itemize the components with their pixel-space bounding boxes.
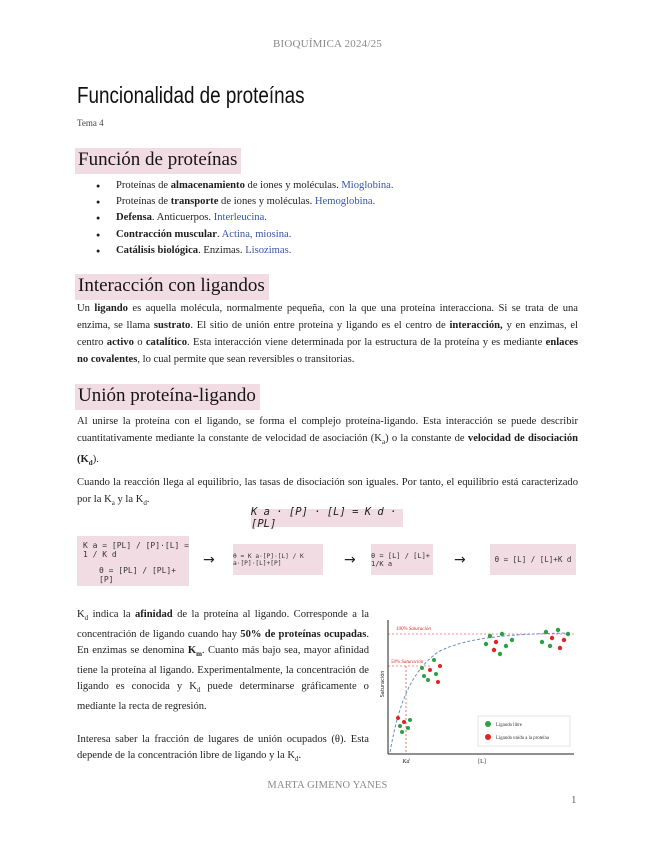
list-item: ● Proteínas de transporte de iones y moléculas. Hemoglobina. <box>96 194 393 210</box>
legend-free-label: Ligando libre <box>496 723 522 728</box>
legend-bound-label: Ligando unido a la proteína <box>496 736 550 741</box>
protein-cluster-1 <box>396 716 412 734</box>
equation-theta-3: θ = [L] / [L]+ 1/K a <box>371 544 433 575</box>
x-tick-kd: Kd <box>402 759 410 765</box>
y-axis-label: Saturación <box>380 670 386 698</box>
section-heading-union: Unión proteína-ligando <box>75 384 260 410</box>
legend-free-marker <box>485 721 491 727</box>
section-heading-interaccion: Interacción con ligandos <box>75 274 269 300</box>
example-link[interactable]: Interleucina. <box>213 212 267 224</box>
protein-cluster-4 <box>540 628 570 650</box>
kd-paragraph: $K_d$ indica la afinidad de la proteína al ligando. Corresponde a la concentración de ligando cuando hay 50% de proteínas ocupadas. En enzimas se denomina $K_m$. Cuanto más bajo sea, mayor afinidad tiene la proteína al ligando. Experimentalmente, la concentración de ligando es conocida y $K_d$ puede determinarse gráficamente o mediante la recta de regresión. <box>77 609 370 712</box>
interaction-paragraph: Un ligando es aquella molécula, normalmente pequeña, con la que una proteína interacciona. Si se trata de una enzima, se llama sustrato. El sitio de unión entre proteína y ligando es el centro de interacción, y en enzimas, el centro activo o catalítico. Esta interacción viene determinada por la estructura de la proteína y es mediante enlaces no covalentes, lo cual permite que sean reversibles o transitorias. <box>77 303 578 365</box>
page-title: Funcionalidad de proteínas <box>77 82 305 108</box>
section-heading-funcion: Función de proteínas <box>75 148 241 174</box>
list-item: ● Defensa. Anticuerpos. Interleucina. <box>96 210 393 226</box>
list-item: ● Proteínas de almacenamiento de iones y moléculas. Mioglobina. <box>96 178 393 194</box>
theta-paragraph: Interesa saber la fracción de lugares de unión ocupados (θ). Esta depende de la concentración libre de ligando y la $K_d$. <box>77 734 369 764</box>
equation-ka-line1: K a = [PL] / [P]·[L] = 1 / K d <box>77 536 189 564</box>
page-number: 1 <box>571 794 577 806</box>
example-link[interactable]: Actina, miosina. <box>221 228 292 240</box>
list-item: ● Contracción muscular. Actina, miosina. <box>96 227 393 243</box>
max-label: 100% Saturación <box>396 627 431 632</box>
x-tick-l: [L] <box>478 759 486 765</box>
legend <box>478 716 570 746</box>
page-subtitle: Tema 4 <box>77 118 104 128</box>
arrow-icon: → <box>454 552 466 568</box>
page-header: BIOQUÍMICA 2024/25 <box>272 38 383 50</box>
example-link[interactable]: Lisozimas. <box>245 244 292 256</box>
arrow-icon: → <box>344 552 356 568</box>
legend-bound-marker <box>485 734 491 740</box>
function-list <box>96 178 393 259</box>
equation-theta-line2: θ = [PL] / [PL]+[P] <box>77 564 189 586</box>
equation-theta-2: θ = K a·[P]·[L] / K a·[P]·[L]+[P] <box>233 544 323 575</box>
example-link[interactable]: Hemoglobina. <box>314 196 376 208</box>
example-link[interactable]: Mioglobina. <box>341 180 394 191</box>
equation-ka <box>77 536 189 586</box>
arrow-icon: → <box>203 552 215 568</box>
equation-theta-4: θ = [L] / [L]+K d <box>490 544 576 575</box>
half-label: 50% Saturación <box>391 660 424 665</box>
list-item: ● Catálisis biológica. Enzimas. Lisozimas. <box>96 243 393 259</box>
equilibrium-equation: K a · [P] · [L] = K d · [PL] <box>251 509 403 527</box>
saturation-curve-figure <box>378 614 578 770</box>
page-footer: MARTA GIMENO YANES <box>267 780 388 791</box>
union-paragraph-2: Cuando la reacción llega al equilibrio, las tasas de disociación son iguales. Por tanto, el equilibrio está caracterizado por la $K_a$ y la $K_d$. <box>77 477 578 508</box>
union-paragraph-1: Al unirse la proteína con el ligando, se forma el complejo proteína-ligando. Esta interacción se puede describir cuantitativamente mediante la constante de velocidad de asociación $(K_a)$ o la constante de velocidad de disociación $(K_d)$. <box>77 416 579 468</box>
